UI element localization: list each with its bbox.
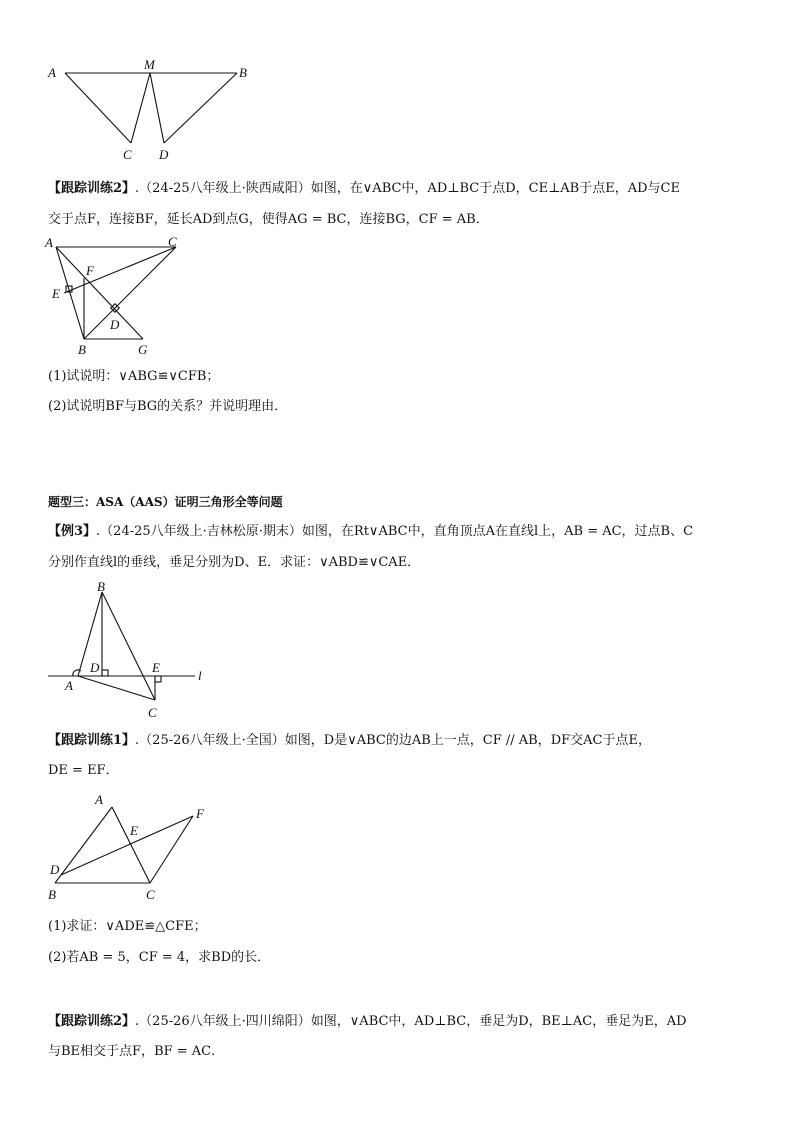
label-C: C (148, 705, 157, 720)
label-C: C (146, 887, 155, 902)
label-B: B (239, 65, 247, 80)
label-F: F (196, 806, 204, 821)
track1-line1: 【跟踪训练1】.（25-26八年级上·全国）如图，D是∨ABC的边AB上一点，CF // AB，DF交AC于点E， (48, 733, 651, 748)
track1-question-1: (1)求证：∨ADE≌△CFE； (48, 919, 207, 934)
label-B: B (48, 887, 56, 902)
track2a-question-2: (2)试说明BF与BG的关系？并说明理由． (48, 399, 288, 414)
example3-diagram (40, 578, 215, 723)
example3-line1: 【例3】.（24-25八年级上·吉林松原·期末）如图，在Rt∨ABC中，直角顶点A在直线l上，AB = AC，过点B、C (48, 524, 694, 539)
example3-line2: 分别作直线l的垂线，垂足分别为D、E．求证：∨ABD≌∨CAE． (48, 555, 421, 570)
label-C: C (168, 234, 177, 249)
label-D: D (50, 862, 60, 877)
label-A: A (45, 235, 53, 250)
label-D: D (159, 147, 169, 162)
label-D: D (110, 317, 120, 332)
label-E: E (152, 660, 160, 675)
track2a-tag: 【跟踪训练2】 (48, 181, 136, 196)
track1-question-2: (2)若AB = 5，CF = 4，求BD的长． (48, 950, 271, 965)
track2a-diagram (40, 232, 190, 357)
label-D: D (90, 660, 100, 675)
label-A: A (95, 792, 103, 807)
label-E: E (130, 823, 138, 838)
track2b-line2: 与BE相交于点F，BF = AC． (48, 1044, 225, 1059)
track2b-line1: 【跟踪训练2】.（25-26八年级上·四川绵阳）如图，∨ABC中，AD⊥BC，垂足为D，BE⊥AC，垂足为E，AD (48, 1014, 687, 1029)
section3-title: 题型三：ASA（AAS）证明三角形全等问题 (48, 495, 283, 509)
track1-tag: 【跟踪训练1】 (48, 733, 136, 748)
track2a-question-1: (1)试说明：∨ABG≌∨CFB； (48, 369, 220, 384)
track2a-line1: 【跟踪训练2】.（24-25八年级上·陕西咸阳）如图，在∨ABC中，AD⊥BC于点D，CE⊥AB于点E，AD与CE (48, 181, 680, 196)
label-C: C (123, 147, 132, 162)
label-G: G (138, 342, 148, 357)
track2b-tag: 【跟踪训练2】 (48, 1014, 136, 1029)
label-M: M (144, 57, 155, 72)
label-A: A (48, 65, 56, 80)
track1-line2: DE = EF． (48, 763, 119, 778)
label-E: E (52, 286, 60, 301)
label-l: l (198, 668, 202, 683)
figure-1-diagram (40, 55, 270, 165)
label-A: A (65, 678, 73, 693)
label-B: B (97, 579, 105, 594)
label-B: B (78, 342, 86, 357)
track1-diagram (40, 790, 220, 905)
label-F: F (86, 263, 94, 278)
example3-tag: 【例3】 (48, 524, 97, 539)
track2a-line2: 交于点F，连接BF，延长AD到点G，使得AG = BC，连接BG，CF = AB． (48, 212, 489, 227)
